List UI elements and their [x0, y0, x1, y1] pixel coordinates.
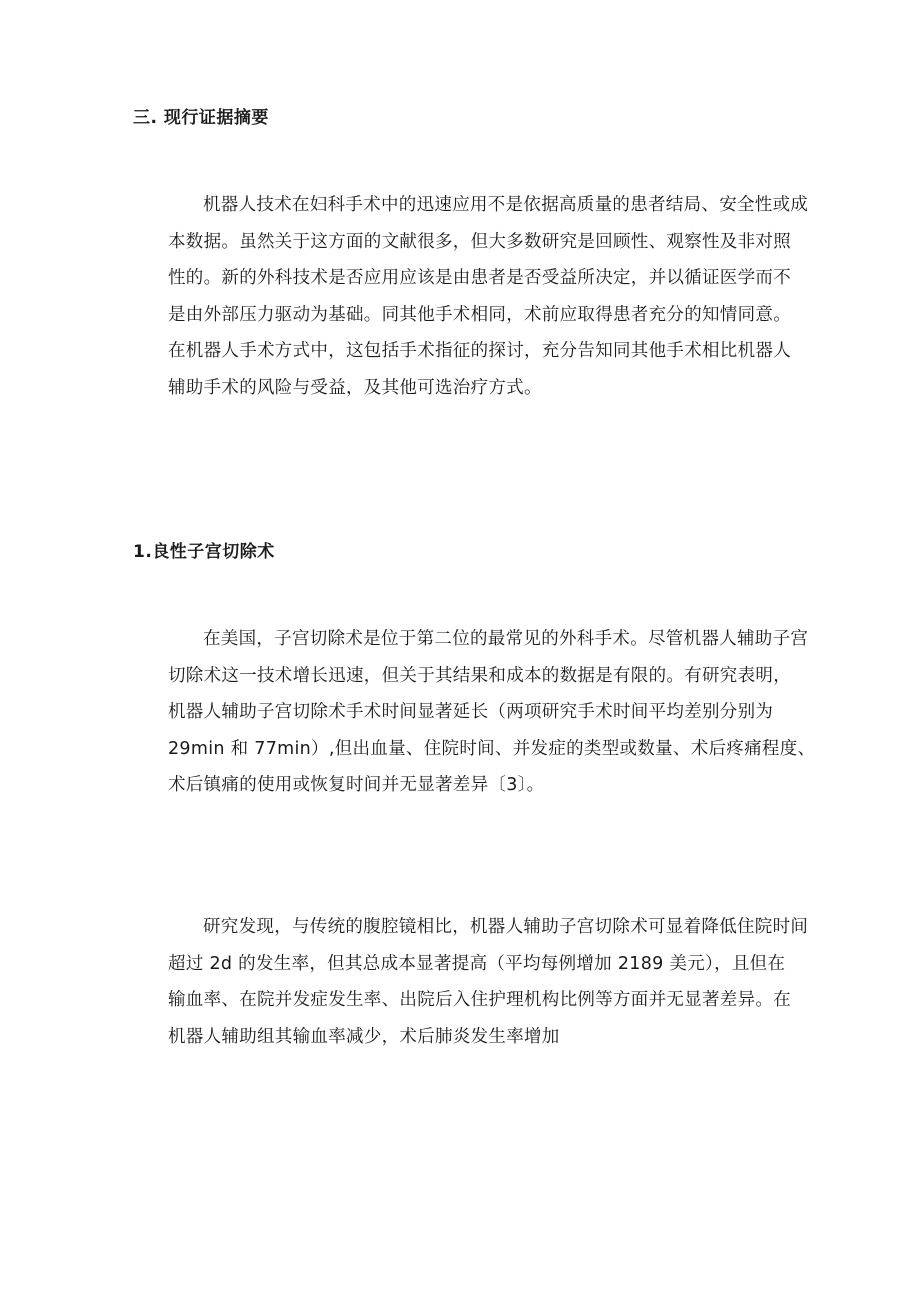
- text-line: 本数据。虽然关于这方面的文献很多，但大多数研究是回顾性、观察性及非对照: [168, 231, 791, 252]
- text-line: 29min 和 77min）,但出血量、住院时间、并发症的类型或数量、术后疼痛程度、: [168, 738, 816, 759]
- text-line: 辅助手术的风险与受益，及其他可选治疗方式。: [168, 377, 542, 398]
- subheading-benign-hysterectomy: 1.良性子宫切除术: [133, 542, 275, 562]
- text-line: 超过 2d 的发生率，但其总成本显著提高（平均每例增加 2189 美元），且但在: [168, 953, 786, 974]
- text-line: 切除术这一技术增长迅速，但关于其结果和成本的数据是有限的。有研究表明，: [168, 665, 791, 686]
- text-line: 在美国，子宫切除术是位于第二位的最常见的外科手术。尽管机器人辅助子宫: [203, 629, 809, 649]
- text-line: 机器人技术在妇科手术中的迅速应用不是依据高质量的患者结局、安全性或成: [203, 195, 809, 215]
- text-line: 在机器人手术方式中，这包括手术指征的探讨，充分告知同其他手术相比机器人: [168, 341, 791, 361]
- paragraph-evidence-summary: [133, 187, 809, 406]
- text-line: 机器人辅助组其输血率减少，术后肺炎发生率增加: [168, 1026, 560, 1047]
- text-line: 输血率、在院并发症发生率、出院后入住护理机构比例等方面并无显著差异。在: [168, 990, 791, 1010]
- text-line: 研究发现，与传统的腹腔镜相比，机器人辅助子宫切除术可显着降低住院时间: [203, 917, 809, 937]
- text-line: 是由外部压力驱动为基础。同其他手术相同，术前应取得患者充分的知情同意。: [168, 304, 791, 325]
- text-line: 机器人辅助子宫切除术手术时间显著延长（两项研究手术时间平均差别分别为: [168, 702, 774, 722]
- text-line: 术后镇痛的使用或恢复时间并无显著差异〔3〕。: [168, 775, 545, 795]
- paragraph-hysterectomy-usa: [133, 621, 816, 804]
- section-heading: 三. 现行证据摘要: [133, 108, 269, 128]
- text-line: 性的。新的外科技术是否应用应该是由患者是否受益所决定，并以循证医学而不: [168, 268, 791, 288]
- paragraph-study-findings: [133, 909, 809, 1055]
